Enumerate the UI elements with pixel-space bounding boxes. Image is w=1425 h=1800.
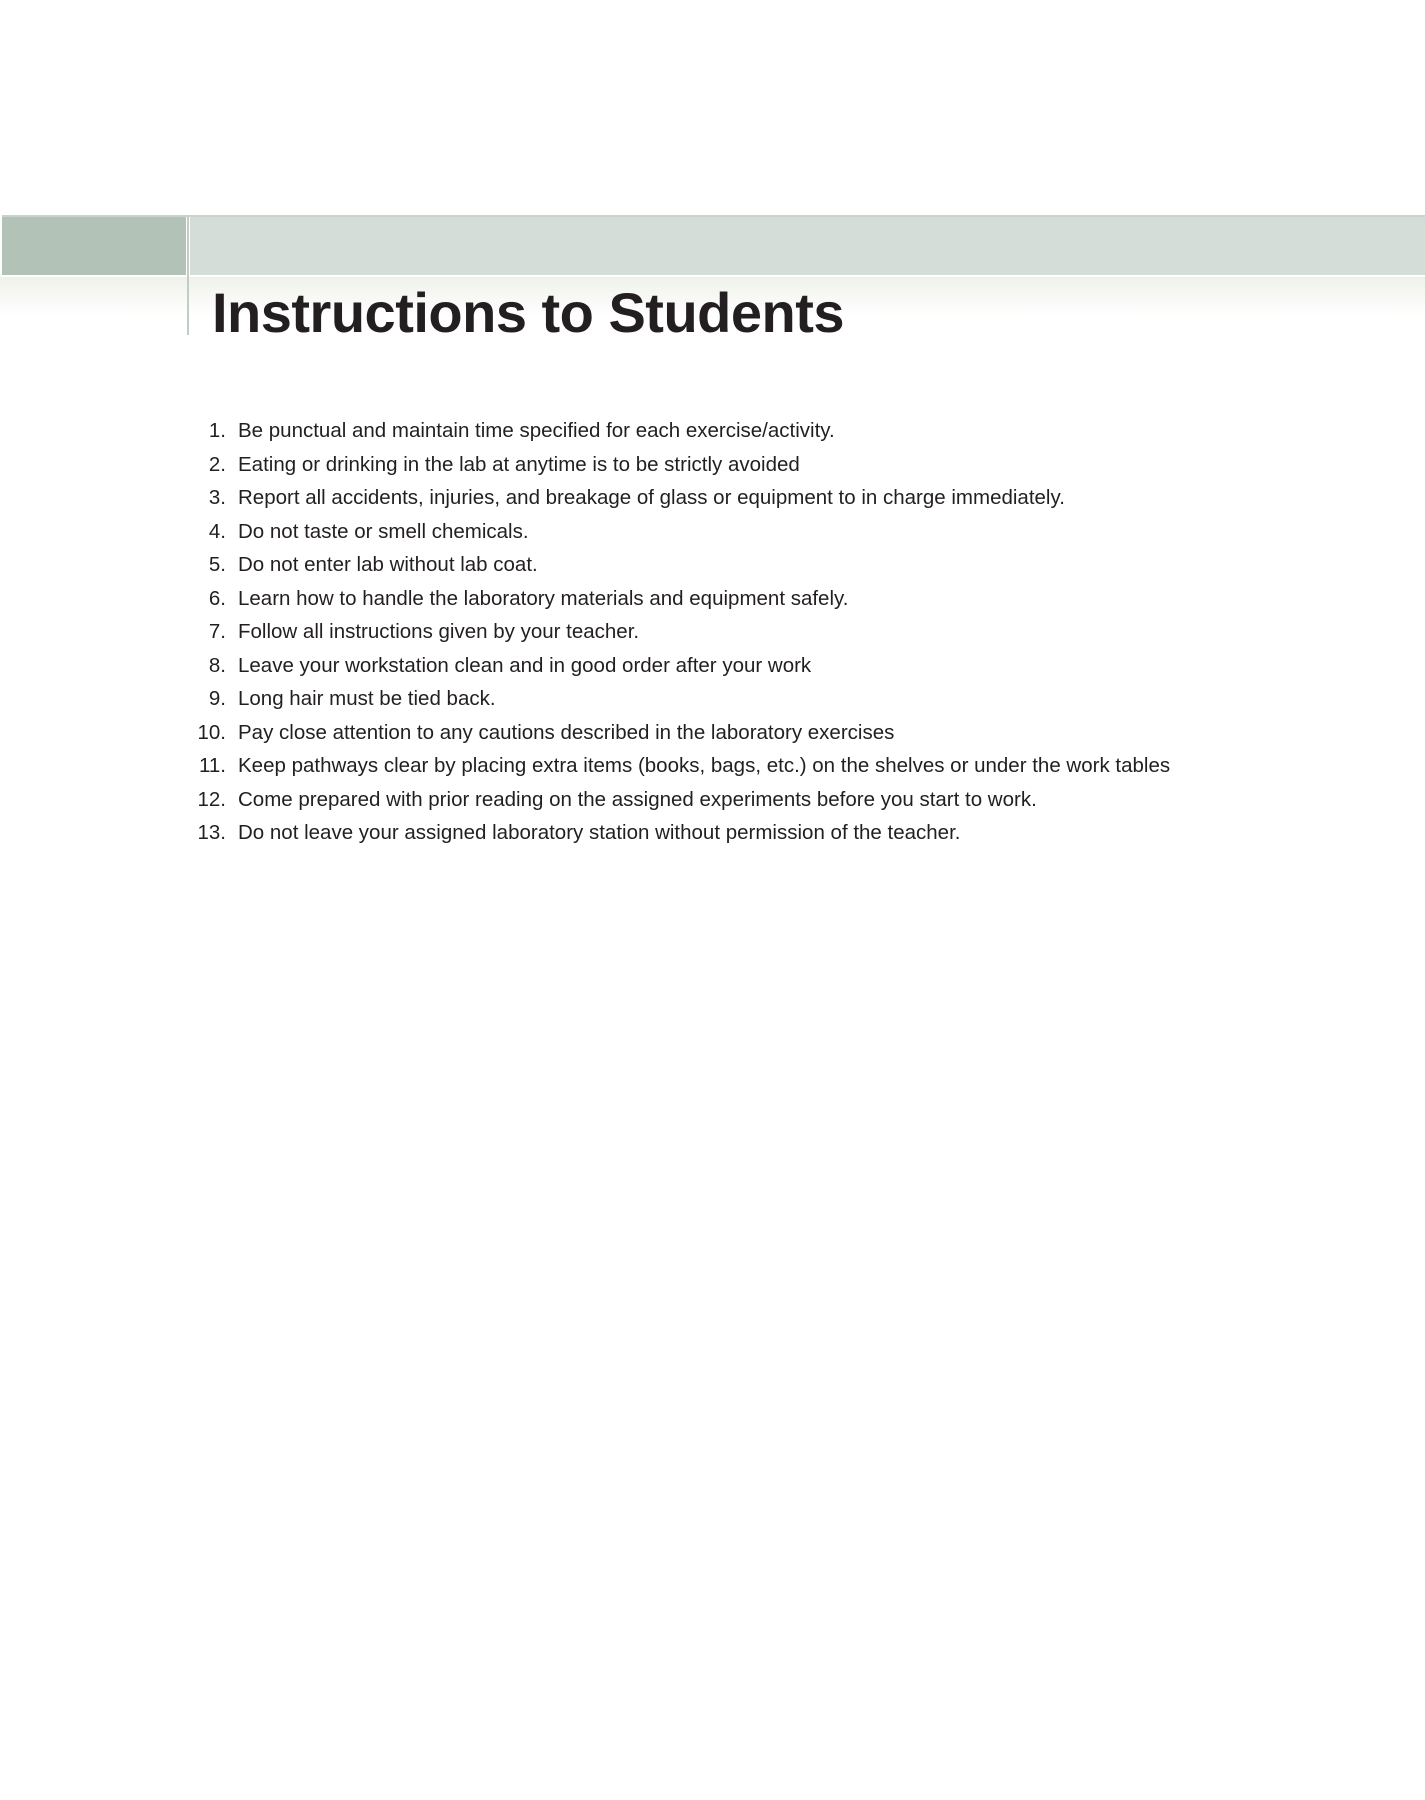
list-item-text: Long hair must be tied back. [238,687,496,710]
list-item [190,716,1170,750]
list-item-text: Do not leave your assigned laboratory station without permission of the teacher. [238,821,961,844]
list-item-text: Be punctual and maintain time specified for each exercise/activity. [238,419,835,442]
list-item [190,481,1170,515]
rules-list [190,414,1170,850]
list-item-text: Leave your workstation clean and in good order after your work [238,653,812,677]
header-band [0,215,1425,277]
list-item-text: Do not enter lab without lab coat. [238,553,538,576]
list-item [190,448,1170,482]
list-item [190,783,1170,817]
list-item-number: 13. [197,821,226,844]
list-item [190,414,1170,448]
list-item [190,615,1170,649]
list-item-text: Report all accidents, injuries, and breakage of glass or equipment to in charge immediately. [238,486,1065,509]
list-item-text: Keep pathways clear by placing extra items (books, bags, etc.) on the shelves or under the work tables [238,754,1171,777]
list-item-number: 5. [208,553,226,576]
list-item [190,816,1170,850]
list-item-number: 4. [208,519,226,543]
list-item [190,548,1170,582]
list-item [190,515,1170,549]
list-item-text: Learn how to handle the laboratory materials and equipment safely. [238,586,849,610]
page-title: Instructions to Students [212,281,844,344]
list-item-text: Eating or drinking in the lab at anytime is to be strictly avoided [238,452,800,476]
list-item-number: 3. [208,486,226,509]
list-item-number: 7. [208,620,226,643]
list-item-number: 12. [197,787,226,811]
list-item-number: 11. [199,754,226,777]
header-left-block [2,217,186,275]
list-item-text: Do not taste or smell chemicals. [238,519,529,543]
list-item [190,682,1170,716]
list-item [190,582,1170,616]
list-item-number: 1. [208,419,226,442]
list-item-number: 8. [208,653,226,677]
list-item-text: Follow all instructions given by your teacher. [238,620,640,643]
list-item-text: Pay close attention to any cautions described in the laboratory exercises [238,720,895,744]
list-item-number: 9. [208,687,226,710]
list-item [190,649,1170,683]
list-item-number: 10. [197,720,226,744]
vertical-rule [187,215,189,335]
list-item-number: 2. [208,452,226,476]
list-item-text: Come prepared with prior reading on the assigned experiments before you start to work. [238,787,1037,811]
list-item-number: 6. [208,586,226,610]
list-item [190,749,1170,783]
header-right-block [190,217,1425,275]
